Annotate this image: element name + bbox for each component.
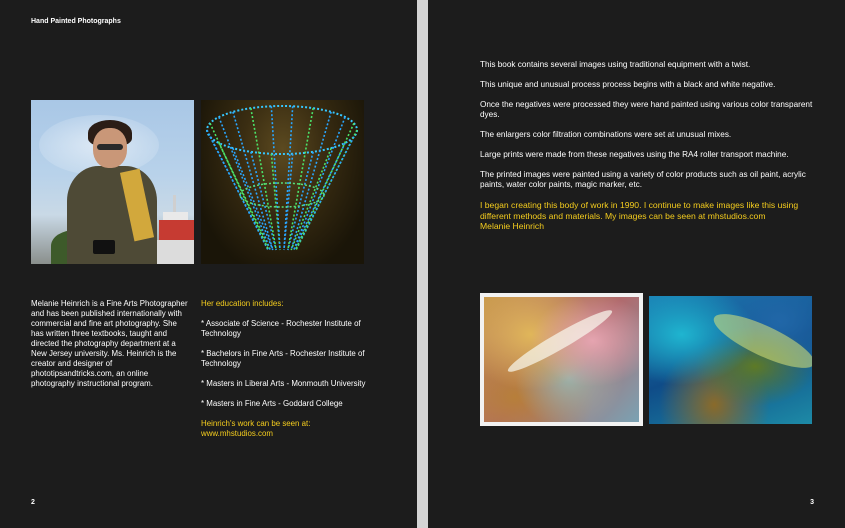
paragraph: This unique and unusual process process begins with a black and white negative. <box>480 80 776 89</box>
page-number: 2 <box>31 499 35 506</box>
hand-painted-abstract-photo <box>480 293 643 426</box>
bio-paragraph: Melanie Heinrich is a Fine Arts Photographer and has been published internationally with commercial and fine art photography. She has written three textbooks, taught and directed the photography department at a New Jersey university. Ms. Heinrich is the creator and designer of phototipsandtricks.com, an online photography instructional program. <box>31 299 188 388</box>
paragraph: Large prints were made from these negatives using the RA4 roller transport machine. <box>480 150 789 159</box>
blue-abstract-photo <box>649 296 812 424</box>
education-column <box>201 299 371 439</box>
work-link-text: Heinrich's work can be seen at: www.mhstudios.com <box>201 419 311 438</box>
education-heading: Her education includes: <box>201 299 284 308</box>
wheel-ride-photo <box>201 100 364 264</box>
education-item: * Associate of Science - Rochester Institute of Technology <box>201 319 361 338</box>
portrait-photo <box>31 100 194 264</box>
closing-statement <box>480 200 816 232</box>
author-signature: Melanie Heinrich <box>480 221 545 231</box>
closing-line: I began creating this body of work in 1990. I continue to make images like this using <box>480 200 799 210</box>
paragraph: Once the negatives were processed they were hand painted using various color transparent dyes. <box>480 100 813 119</box>
left-page <box>0 0 417 528</box>
page-number: 3 <box>810 499 814 506</box>
education-item: * Bachelors in Fine Arts - Rochester Institute of Technology <box>201 349 365 368</box>
paragraph: The enlargers color filtration combinations were set at unusual mixes. <box>480 130 732 139</box>
intro-text <box>480 60 816 232</box>
education-item: * Masters in Liberal Arts - Monmouth University <box>201 379 366 388</box>
closing-line: different methods and materials. My images can be seen at mhstudios.com <box>480 210 766 221</box>
paragraph: This book contains several images using traditional equipment with a twist. <box>480 60 751 69</box>
page-gutter <box>417 0 428 528</box>
right-page <box>428 0 845 528</box>
education-item: * Masters in Fine Arts - Goddard College <box>201 399 343 408</box>
running-head: Hand Painted Photographs <box>31 18 121 25</box>
paragraph: The printed images were painted using a variety of color products such as oil paint, acrylic paints, water color paints, magic marker, etc. <box>480 170 806 189</box>
